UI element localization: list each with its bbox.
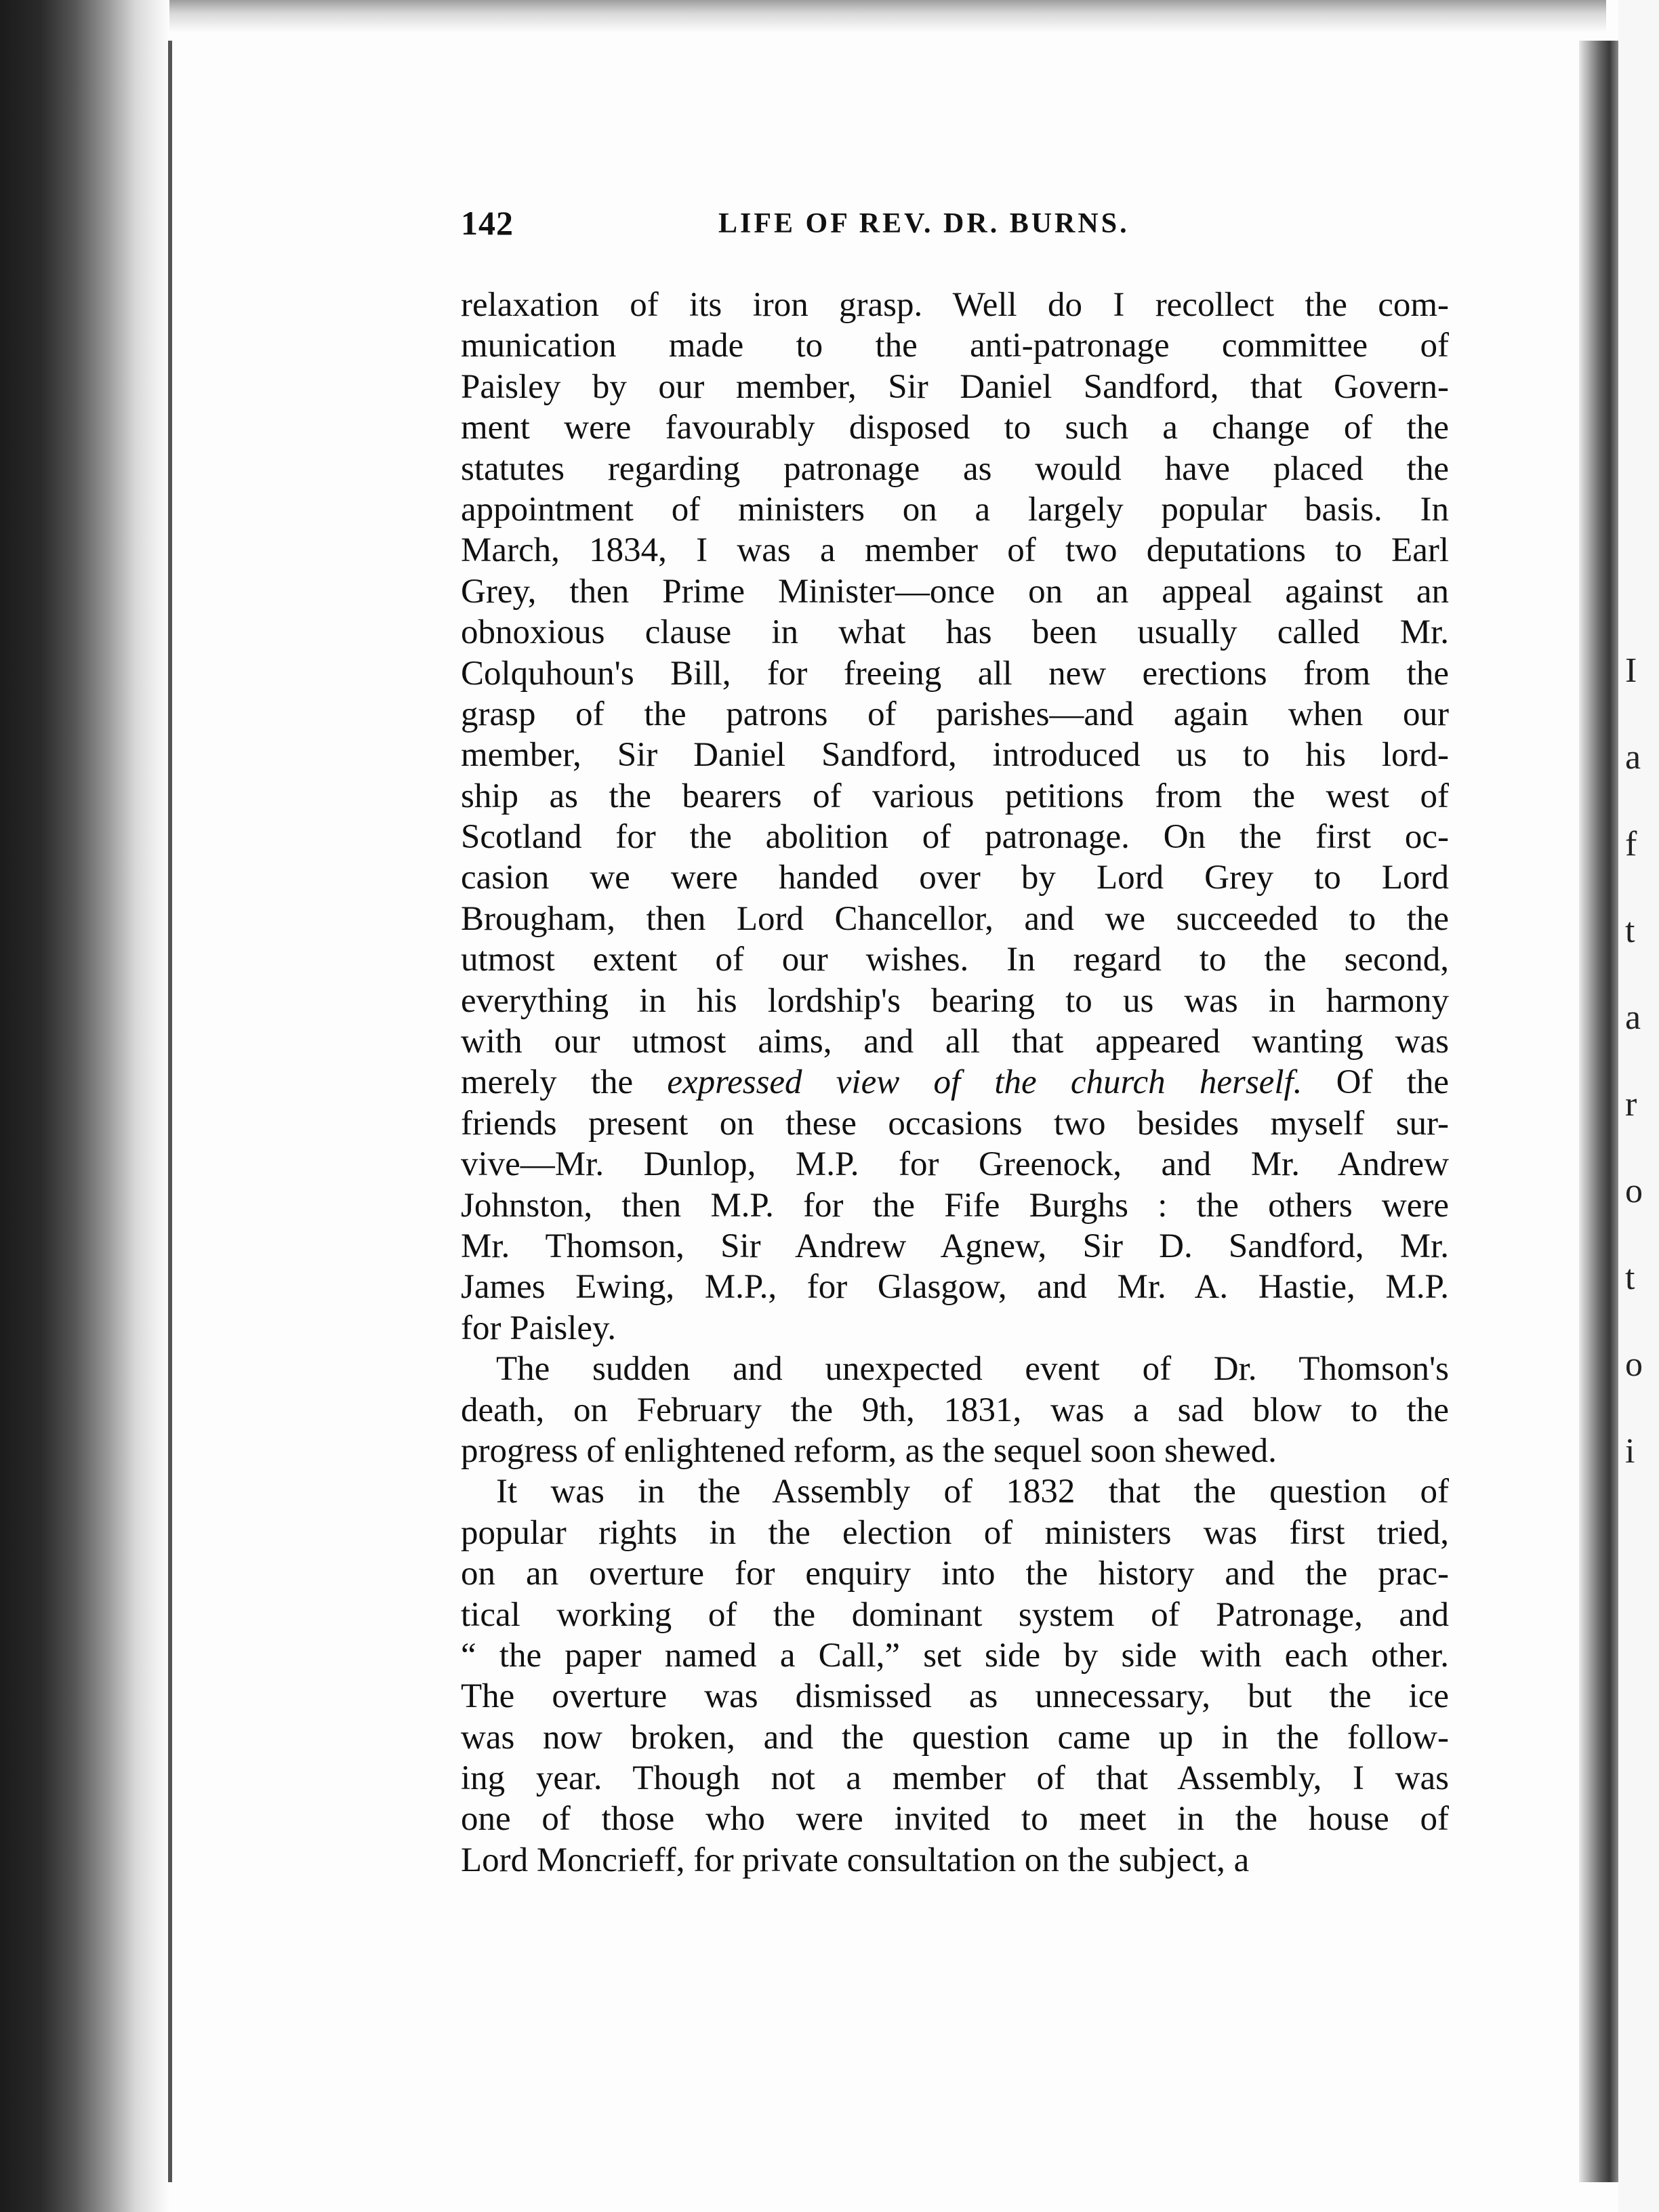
facing-page-fragment: I	[1625, 651, 1637, 690]
text-line: It was in the Assembly of 1832 that the question of	[496, 1473, 1449, 1511]
text-line: on an overture for enquiry into the history and the prac-	[461, 1555, 1449, 1593]
facing-page-fragment: a	[1625, 998, 1641, 1037]
text-line: ing year. Though not a member of that Assembly, I was	[461, 1759, 1449, 1798]
text-line: everything in his lordship's bearing to us was in harmony	[461, 981, 1449, 1020]
text-line: friends present on these occasions two besides myself sur-	[461, 1104, 1449, 1143]
text-line: Grey, then Prime Minister—once on an appeal against an	[461, 572, 1449, 611]
facing-page-fragment: o	[1625, 1172, 1643, 1210]
text-line: ship as the bearers of various petitions from the west of	[461, 777, 1449, 815]
text-line: James Ewing, M.P., for Glasgow, and Mr. A. Hastie, M.P.	[461, 1268, 1449, 1307]
text-line: The overture was dismissed as unnecessary, but the ice	[461, 1677, 1449, 1716]
facing-page-fragment: r	[1625, 1085, 1637, 1124]
text-line: obnoxious clause in what has been usually called Mr.	[461, 613, 1449, 652]
running-head	[461, 203, 1450, 251]
text-run: merely the	[461, 1063, 668, 1102]
text-line: Colquhoun's Bill, for freeing all new erections from the	[461, 654, 1449, 693]
text-line: Paisley by our member, Sir Daniel Sandford, that Govern-	[461, 367, 1449, 406]
text-line: Brougham, then Lord Chancellor, and we succeeded to the	[461, 899, 1449, 938]
text-line: “ the paper named a Call,” set side by side with each other.	[461, 1636, 1449, 1675]
text-line: munication made to the anti-patronage committee of	[461, 327, 1449, 365]
text-line: grasp of the patrons of parishes—and again when our	[461, 695, 1449, 733]
facing-page-fragment: i	[1625, 1432, 1635, 1471]
page-number: 142	[461, 204, 514, 242]
text-line: progress of enlightened reform, as the sequel soon shewed.	[461, 1431, 1277, 1470]
text-line: popular rights in the election of ministers was first tried,	[461, 1513, 1449, 1552]
facing-page-fragment: f	[1625, 825, 1637, 863]
text-line: utmost extent of our wishes. In regard to the second,	[461, 941, 1449, 979]
text-line: Mr. Thomson, Sir Andrew Agnew, Sir D. Sandford, Mr.	[461, 1227, 1449, 1265]
facing-page-fragment: t	[1625, 1258, 1635, 1297]
text-line	[461, 1062, 1449, 1103]
facing-page-strip	[1618, 0, 1659, 2212]
text-line: Scotland for the abolition of patronage. On the first oc-	[461, 818, 1449, 857]
text-line: ment were favourably disposed to such a change of the	[461, 409, 1449, 447]
text-line: statutes regarding patronage as would have placed the	[461, 449, 1449, 488]
text-line: with our utmost aims, and all that appeared wanting was	[461, 1023, 1449, 1061]
text-line: member, Sir Daniel Sandford, introduced us to his lord-	[461, 736, 1449, 775]
text-run: Of the	[1302, 1063, 1449, 1102]
book-binding-shadow	[0, 0, 169, 2212]
text-line: casion we were handed over by Lord Grey to Lord	[461, 859, 1449, 897]
facing-page-fragment: o	[1625, 1345, 1643, 1384]
text-line: was now broken, and the question came up in the follow-	[461, 1718, 1449, 1757]
facing-page-fragment: t	[1625, 912, 1635, 950]
page-edge-line	[168, 41, 172, 2182]
running-title: LIFE OF REV. DR. BURNS.	[718, 208, 1130, 239]
text-line: relaxation of its iron grasp. Well do I recollect the com-	[461, 286, 1449, 324]
text-line: one of those who were invited to meet in the house of	[461, 1800, 1449, 1839]
page-top-edge	[169, 0, 1606, 33]
text-line: March, 1834, I was a member of two deputations to Earl	[461, 531, 1449, 570]
text-line: for Paisley.	[461, 1309, 616, 1347]
body-text	[461, 285, 1449, 1881]
text-line: appointment of ministers on a largely popular basis. In	[461, 490, 1449, 529]
italic-emphasis: expressed view of the church herself.	[667, 1063, 1303, 1102]
text-line: Lord Moncrieff, for private consultation on the subject, a	[461, 1841, 1250, 1879]
text-line: The sudden and unexpected event of Dr. Thomson's	[496, 1350, 1449, 1389]
text-line: Johnston, then M.P. for the Fife Burghs : the others were	[461, 1186, 1449, 1225]
text-line: death, on February the 9th, 1831, was a sad blow to the	[461, 1391, 1449, 1429]
book-gutter	[1579, 41, 1618, 2182]
facing-page-fragment: a	[1625, 738, 1641, 777]
text-line: vive—Mr. Dunlop, M.P. for Greenock, and Mr. Andrew	[461, 1145, 1449, 1184]
text-line: tical working of the dominant system of Patronage, and	[461, 1595, 1449, 1634]
